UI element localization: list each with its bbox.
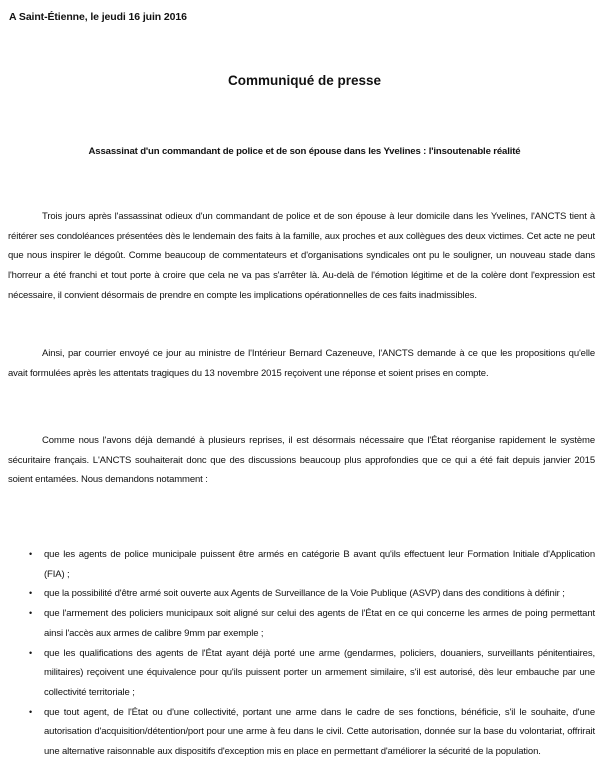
demand-text: que tout agent, de l'État ou d'une collectivité, portant une arme dans le cadre de ses fonctions, bénéficie, s'il le souhaite, d'une autorisation d'acquisition/détention/port pour une arme à feu dans le civil. Cette autorisation, donnée sur la base du volontariat, offrirait une alternative raisonnable aux dispositifs d'exception mis en place en permettant d'améliorer la sécurité de la population. (44, 706, 595, 758)
demand-text: que les agents de police municipale puissent être armés en catégorie B avant qu'ils effectuent leur Formation Initiale d'Application (FIA) ; (44, 549, 595, 580)
demand-text: que la possibilité d'être armé soit ouverte aux Agents de Surveillance de la Voie Publique (ASVP) dans des conditions à définir ; (44, 588, 565, 600)
demand-text: que l'armement des policiers municipaux soit aligné sur celui des agents de l'État en ce qui concerne les armes de poing permettant ainsi l'accès aux armes de calibre 9mm par exemple ; (44, 608, 595, 639)
bullet-icon: • (29, 706, 33, 717)
paragraph-demands-intro: Comme nous l'avons déjà demandé à plusieurs reprises, il est désormais nécessaire que l'État réorganise rapidement le système sécuritaire français. L'ANCTS souhaiterait donc que des discussions beaucoup plus approfondies que ce qui a été fait depuis janvier 2015 soient entamées. Nous demandons notamment : (8, 435, 595, 486)
bullet-icon: • (29, 647, 33, 658)
dateline: A Saint-Étienne, le jeudi 16 juin 2016 (9, 11, 187, 23)
demand-item (28, 584, 595, 604)
demands-list (28, 545, 595, 762)
document-subtitle: Assassinat d'un commandant de police et de son épouse dans les Yvelines : l'insoutenable réalité (88, 146, 521, 157)
document-title: Communiqué de presse (227, 73, 382, 88)
paragraph-condolences: Trois jours après l'assassinat odieux d'un commandant de police et de son épouse à leur domicile dans les Yvelines, l'ANCTS tient à réitérer ses condoléances présentées dès le lendemain des faits à la famille, aux proches et aux collègues des deux victimes. Cet acte ne peut que nous inspirer le dégoût. Comme beaucoup de commentateurs et d'organisations syndicales ont pu le souligner, un nouveau stade dans l'horreur a été franchi et tout porte à croire que cela ne va pas s'arrêter là. Au-delà de l'émotion légitime et de la colère dont l'expression est nécessaire, il convient désormais de prendre en compte les implications opérationnelles de ces faits inadmissibles. (8, 211, 595, 301)
paragraph-ministry-letter: Ainsi, par courrier envoyé ce jour au ministre de l'Intérieur Bernard Cazeneuve, l'ANCTS demande à ce que les propositions qu'elle avait formulées après les attentats tragiques du 13 novembre 2015 reçoivent une réponse et soient prises en compte. (8, 348, 595, 379)
bullet-icon: • (29, 608, 33, 619)
demand-item (28, 604, 595, 643)
demand-text: que les qualifications des agents de l'État ayant déjà porté une arme (gendarmes, policiers, douaniers, surveillants pénitentiaires, militaires) reçoivent une équivalence pour qu'ils puissent porter un armement similaire, s'il est autorisé, dès leur embauche par une collectivité territoriale ; (44, 647, 595, 698)
bullet-icon: • (29, 549, 33, 559)
demand-item (28, 644, 595, 703)
bullet-icon: • (29, 588, 33, 599)
demand-item (28, 545, 595, 584)
demand-item (28, 703, 595, 762)
